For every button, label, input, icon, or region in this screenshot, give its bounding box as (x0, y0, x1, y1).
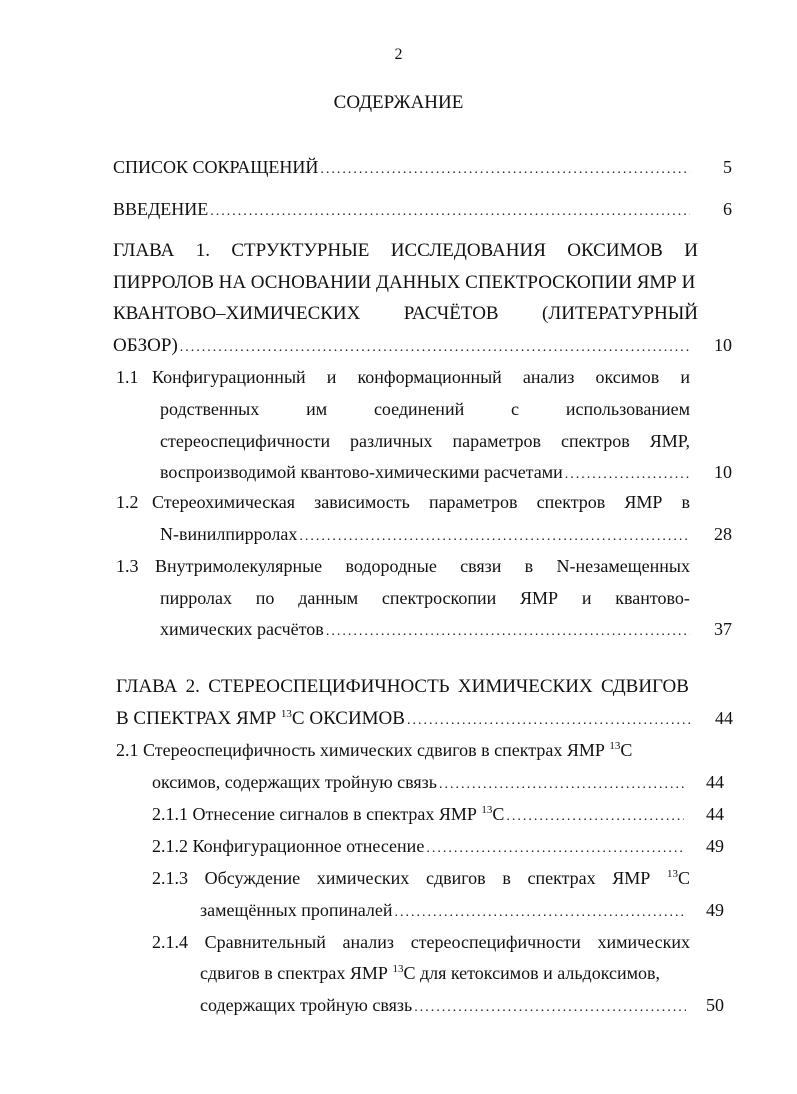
word: Стереохимическая (152, 492, 296, 512)
toc-entry-page: 10 (714, 462, 732, 482)
word: конформационный (357, 367, 502, 387)
toc-section-1-1-line2[interactable] (160, 400, 690, 418)
toc-section-2-1-4-line1[interactable] (152, 933, 690, 951)
toc-section-1-3-line3[interactable] (160, 620, 692, 639)
word: в (681, 492, 690, 512)
word: 1. (195, 240, 210, 261)
word: СТЕРЕОСПЕЦИФИЧНОСТЬ (208, 676, 450, 697)
toc-section-1-1-line4[interactable] (160, 463, 692, 482)
toc-chapter1-line4[interactable] (113, 336, 692, 355)
toc-entry-label: воспроизводимой квантово-химическими расчетами (160, 462, 563, 482)
word: использованием (565, 399, 690, 419)
word: ЯМР (624, 492, 663, 512)
toc-entry-introduction[interactable] (113, 200, 692, 219)
word: спектрах (527, 868, 596, 888)
toc-section-number: 1.1 (116, 367, 139, 387)
toc-entry-page: 44 (706, 772, 724, 792)
word: связи (460, 556, 502, 576)
toc-entry-label: химических расчётов (160, 619, 324, 639)
toc-chapter1-line2[interactable]: ПИРРОЛОВ НА ОСНОВАНИИ ДАННЫХ СПЕКТРОСКОПИИ ЯМР И (113, 272, 696, 293)
toc-entry-page: 44 (706, 804, 724, 824)
word: химических (316, 868, 410, 888)
toc-entry-label: замещённых пропиналей (200, 900, 393, 920)
toc-section-1-1-line1[interactable] (152, 368, 690, 386)
word: по (255, 588, 275, 608)
word: 2. (185, 676, 200, 697)
word: зависимость (314, 492, 410, 512)
word: оксимов (595, 367, 660, 387)
word: с (511, 399, 520, 419)
toc-chapter2-line1[interactable] (116, 677, 689, 696)
word: ХИМИЧЕСКИХ (457, 676, 593, 697)
toc-section-2-1-line2[interactable] (152, 773, 686, 792)
word: в (524, 556, 534, 576)
word: ЯМР, (649, 431, 690, 451)
toc-entry-label: ОБЗОР) (113, 335, 178, 356)
word: стереоспецифичности (410, 932, 581, 952)
toc-chapter2-line2[interactable] (116, 709, 694, 728)
word: РАСЧЁТОВ (403, 303, 499, 324)
toc-section-2-1-4-line2[interactable]: сдвигов в спектрах ЯМР $^{13}$С для кетоксимов и альдоксимов, (200, 963, 661, 983)
word: спектроскопии (381, 588, 497, 608)
word: спектров (536, 492, 606, 512)
word: родственных (160, 399, 260, 419)
toc-section-2-1-2[interactable] (152, 837, 686, 856)
toc-title: СОДЕРЖАНИЕ (333, 92, 464, 113)
toc-section-1-3-line2[interactable] (160, 589, 690, 607)
word: сдвигов (425, 868, 486, 888)
toc-entry-label: содержащих тройную связь (200, 995, 413, 1015)
word: Обсуждение (204, 868, 301, 888)
toc-entry-abbreviations[interactable] (113, 158, 692, 177)
word: ГЛАВА (116, 676, 178, 697)
word: N-незамещенных (556, 556, 690, 576)
toc-entry-label: оксимов, содержащих тройную связь (152, 772, 437, 792)
toc-section-1-2-line2[interactable] (160, 525, 692, 544)
word: ЯМР (520, 588, 559, 608)
page-number: 2 (394, 46, 403, 63)
toc-entry-page: 28 (714, 524, 732, 544)
word: квантово- (615, 588, 690, 608)
toc-entry-page: 49 (706, 900, 724, 920)
word: различных (350, 431, 433, 451)
toc-chapter1-line3[interactable] (113, 304, 698, 323)
toc-section-2-1-1[interactable] (152, 805, 686, 824)
word: соединений (373, 399, 465, 419)
word: им (306, 399, 328, 419)
word: 2.1.4 (152, 932, 188, 952)
word: $^{13}$С (666, 868, 690, 888)
toc-section-1-3-line1[interactable] (155, 557, 690, 575)
word: Внутримолекулярные (155, 556, 323, 576)
word: спектров (561, 431, 630, 451)
toc-section-2-1-line1[interactable]: 2.1 Стереоспецифичность химических сдвигов в спектрах ЯМР $^{13}$С (116, 740, 633, 760)
toc-entry-label: N-винилпирролах (160, 524, 298, 544)
word: СДВИГОВ (600, 676, 689, 697)
toc-entry-page: 5 (723, 157, 732, 177)
word: и (326, 367, 337, 387)
word: в (502, 868, 511, 888)
word: ГЛАВА (113, 240, 175, 261)
word: и (581, 588, 592, 608)
word: химических (597, 932, 690, 952)
toc-entry-label: СПИСОК СОКРАЩЕНИЙ (113, 157, 319, 177)
word: параметров (428, 492, 518, 512)
word: пирролах (160, 588, 232, 608)
word: КВАНТОВО–ХИМИЧЕСКИХ (113, 303, 361, 324)
word: 2.1.3 (152, 868, 188, 888)
toc-section-1-2-line1[interactable] (152, 493, 690, 511)
word: водородные (345, 556, 437, 576)
word: И (684, 240, 698, 261)
word: параметров (452, 431, 542, 451)
toc-entry-page: 50 (706, 995, 724, 1015)
toc-section-2-1-4-line3[interactable] (200, 996, 688, 1015)
word: данным (298, 588, 359, 608)
word: анализ (342, 932, 395, 952)
word: стереоспецифичности (160, 431, 331, 451)
word: Конфигурационный (152, 367, 306, 387)
toc-entry-label: 2.1.2 Конфигурационное отнесение (152, 836, 425, 856)
word: (ЛИТЕРАТУРНЫЙ (542, 303, 698, 324)
toc-section-2-1-3-line1[interactable] (152, 869, 690, 887)
toc-section-number: 1.3 (116, 556, 139, 576)
toc-chapter1-line1[interactable] (113, 241, 698, 260)
word: анализ (522, 367, 575, 387)
toc-entry-page: 10 (714, 335, 732, 355)
toc-entry-page: 49 (706, 836, 724, 856)
toc-entry-label: 2.1.1 Отнесение сигналов в спектрах ЯМР $^{13}$С (152, 804, 505, 824)
word: Сравнительный (204, 932, 326, 952)
toc-section-1-1-line3[interactable] (160, 432, 690, 450)
toc-section-2-1-3-line2[interactable] (200, 901, 688, 920)
word: и (680, 367, 690, 387)
word: ИССЛЕДОВАНИЯ (390, 240, 546, 261)
toc-entry-page: 37 (714, 619, 732, 639)
toc-entry-page: 6 (723, 199, 732, 219)
word: ЯМР (612, 868, 651, 888)
toc-entry-label: В СПЕКТРАХ ЯМР $^{13}$С ОКСИМОВ (116, 708, 405, 729)
toc-entry-page: 44 (715, 708, 733, 728)
word: СТРУКТУРНЫЕ (231, 240, 370, 261)
toc-entry-label: ВВЕДЕНИЕ (113, 199, 209, 219)
toc-section-number: 1.2 (116, 492, 139, 512)
word: ОКСИМОВ (567, 240, 663, 261)
